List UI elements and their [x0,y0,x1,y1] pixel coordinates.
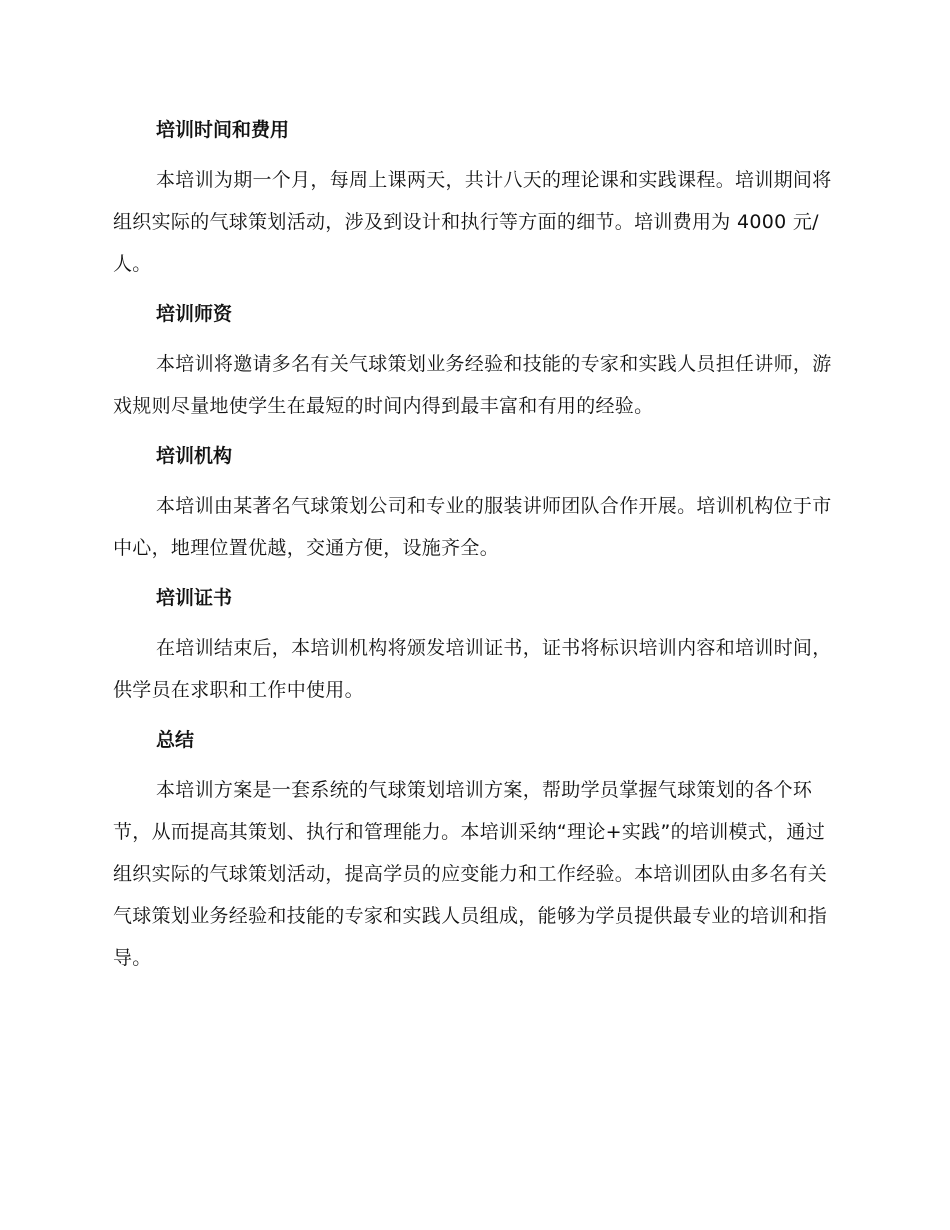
section-paragraph-certificate: 在培训结束后，本培训机构将颁发培训证书，证书将标识培训内容和培训时间，供学员在求职和工作中使用。 [113,637,832,701]
section-heading-institution: 培训机构 [156,445,233,467]
section-paragraph-training-time-fees: 本培训为期一个月，每周上课两天，共计八天的理论课和实践课程。培训期间将组织实际的气球策划活动，涉及到设计和执行等方面的细节。培训费用为 4000 元/人。 [113,169,832,275]
section-paragraph-summary: 本培训方案是一套系统的气球策划培训方案，帮助学员掌握气球策划的各个环节，从而提高其策划、执行和管理能力。本培训采纳“理论+实践”的培训模式，通过组织实际的气球策划活动，提高学员的应变能力和工作经验。本培训团队由多名有关气球策划业务经验和技能的专家和实践人员组成，能够为学员提供最专业的培训和指导。 [113,779,828,969]
section-heading-training-time-fees: 培训时间和费用 [156,119,290,141]
section-heading-summary: 总结 [156,729,195,751]
section-heading-certificate: 培训证书 [156,587,233,609]
section-paragraph-instructors: 本培训将邀请多名有关气球策划业务经验和技能的专家和实践人员担任讲师，游戏规则尽量地使学生在最短的时间内得到最丰富和有用的经验。 [113,353,832,417]
document-body [113,113,833,979]
section-paragraph-institution: 本培训由某著名气球策划公司和专业的服装讲师团队合作开展。培训机构位于市中心，地理位置优越，交通方便，设施齐全。 [113,495,832,559]
section-heading-instructors: 培训师资 [156,303,233,325]
